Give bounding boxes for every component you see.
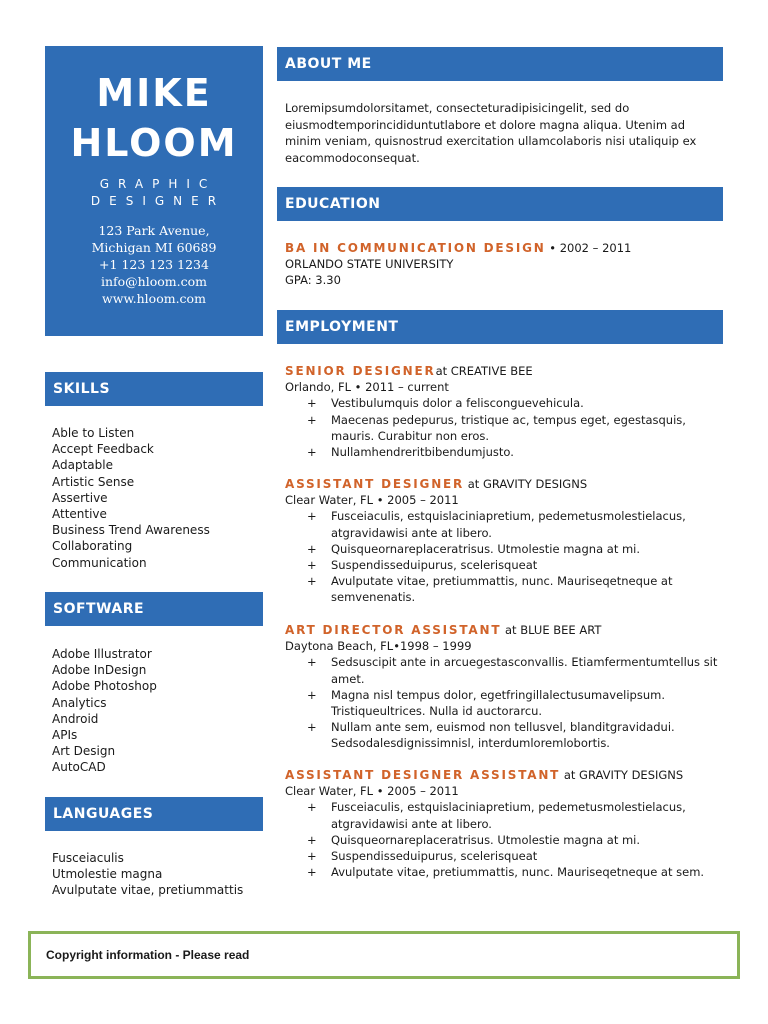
job-company: at GRAVITY DESIGNS: [464, 477, 588, 491]
skill-item: Attentive: [52, 507, 107, 522]
job-meta: Daytona Beach, FL•1998 – 1999: [285, 639, 472, 654]
contact-phone: +1 123 123 1234: [99, 257, 209, 272]
skill-item: Communication: [52, 555, 147, 570]
job-bullets: [285, 799, 725, 880]
education-heading: EDUCATION: [277, 187, 723, 221]
role-line-1: GRAPHIC: [99, 177, 217, 191]
job-bullet: + Fusceiaculis, estquislaciniapretium, pedemetusmolestielacus, atgravidawisi ante at libero.: [307, 508, 725, 540]
copyright-box[interactable]: [28, 931, 740, 979]
name-header-box: [45, 46, 263, 336]
software-item: Art Design: [52, 744, 116, 759]
job-company: at BLUE BEE ART: [501, 623, 602, 637]
degree-title: BA IN COMMUNICATION DESIGN: [285, 241, 546, 255]
job-entry: [285, 476, 725, 606]
degree-years: • 2002 – 2011: [545, 241, 632, 255]
candidate-role: [45, 176, 263, 210]
about-heading: ABOUT ME: [277, 47, 723, 81]
job-meta: Clear Water, FL • 2005 – 2011: [285, 784, 459, 799]
software-item: Analytics: [52, 695, 107, 710]
skill-item: Assertive: [52, 490, 108, 505]
software-list: [52, 646, 157, 776]
job-bullet: + Quisqueornareplaceratrisus. Utmolestie magna at mi.: [307, 541, 725, 557]
languages-list: [52, 850, 243, 899]
education-degree-line: [285, 240, 725, 256]
job-bullet: + Avulputate vitae, pretiummattis, nunc. Mauriseqetneque at sem.: [307, 864, 725, 880]
job-bullet: + Vestibulumquis dolor a felisconguevehicula.: [307, 395, 725, 411]
job-title-line: [285, 767, 725, 783]
job-bullet: + Maecenas pedepurus, tristique ac, tempus eget, egestasquis, mauris. Curabitur non eros.: [307, 412, 725, 444]
software-item: AutoCAD: [52, 760, 106, 775]
contact-address-street: 123 Park Avenue,: [98, 223, 210, 238]
software-item: APIs: [52, 728, 78, 743]
job-title: ART DIRECTOR ASSISTANT: [285, 623, 502, 637]
job-bullet: + Quisqueornareplaceratrisus. Utmolestie magna at mi.: [307, 832, 725, 848]
software-item: Adobe Photoshop: [52, 679, 157, 694]
skill-item: Accept Feedback: [52, 442, 154, 457]
software-item: Android: [52, 711, 99, 726]
software-item: Adobe Illustrator: [52, 647, 152, 661]
contact-email[interactable]: info@hloom.com: [100, 274, 207, 289]
languages-heading: LANGUAGES: [45, 797, 263, 831]
job-bullet: + Magna nisl tempus dolor, egetfringillalectusumavelipsum. Tristiqueultrices. Nulla id auctorarcu.: [307, 687, 725, 719]
software-heading: SOFTWARE: [45, 592, 263, 626]
job-title-line: [285, 476, 725, 492]
job-bullet: + Nullamhendreritbibendumjusto.: [307, 444, 725, 460]
name-first: MIKE: [96, 71, 212, 115]
skill-item: Business Trend Awareness: [52, 523, 210, 538]
job-title: SENIOR DESIGNER: [285, 364, 436, 378]
skill-item: Able to Listen: [52, 426, 135, 440]
employment-heading: EMPLOYMENT: [277, 310, 723, 344]
contact-info: [45, 222, 263, 307]
job-title: ASSISTANT DESIGNER: [285, 477, 465, 491]
language-item: Avulputate vitae, pretiummattis: [52, 883, 244, 898]
language-item: Fusceiaculis: [52, 851, 124, 865]
job-bullet: + Suspendisseduipurus, scelerisqueat: [307, 557, 725, 573]
skill-item: Adaptable: [52, 458, 113, 473]
job-bullets: [285, 508, 725, 605]
language-item: Utmolestie magna: [52, 867, 163, 882]
job-company: at GRAVITY DESIGNS: [560, 768, 684, 782]
job-entry: [285, 363, 725, 460]
contact-website[interactable]: www.hloom.com: [102, 291, 206, 306]
job-entry: [285, 767, 725, 880]
software-item: Adobe InDesign: [52, 663, 147, 678]
contact-address-city: Michigan MI 60689: [91, 240, 217, 255]
skills-list: [52, 425, 210, 571]
gpa: GPA: 3.30: [285, 273, 341, 288]
job-company: at CREATIVE BEE: [435, 364, 533, 378]
job-bullets: [285, 654, 725, 751]
job-entry: [285, 622, 725, 752]
job-bullets: [285, 395, 725, 460]
job-meta: Clear Water, FL • 2005 – 2011: [285, 493, 459, 508]
about-text: Loremipsumdolorsitamet, consecteturadipisicingelit, sed do eiusmodtemporincididuntutlabore et dolore magna aliqua. Utenim ad minim veniam, quisnostrud exercitation ullamcolaboris nisi utaliquip ex eacommodoconsequat.: [285, 101, 697, 165]
skill-item: Artistic Sense: [52, 474, 135, 489]
job-meta: Orlando, FL • 2011 – current: [285, 380, 449, 395]
name-last: HLOOM: [70, 121, 238, 165]
job-title-line: [285, 363, 725, 379]
skill-item: Collaborating: [52, 539, 133, 554]
job-title: ASSISTANT DESIGNER ASSISTANT: [285, 768, 561, 782]
job-bullet: + Avulputate vitae, pretiummattis, nunc. Mauriseqetneque at semvenenatis.: [307, 573, 725, 605]
role-line-2: DESIGNER: [90, 194, 226, 208]
education-entry: [285, 240, 725, 289]
job-bullet: + Nullam ante sem, euismod non tellusvel, blanditgravidadui. Sedsodalesdignissimnisl, interdumloremlobortis.: [307, 719, 725, 751]
skills-heading: SKILLS: [45, 372, 263, 406]
school-name: ORLANDO STATE UNIVERSITY: [285, 257, 454, 272]
candidate-name: [45, 68, 263, 168]
job-title-line: [285, 622, 725, 638]
job-bullet: + Fusceiaculis, estquislaciniapretium, pedemetusmolestielacus, atgravidawisi ante at libero.: [307, 799, 725, 831]
job-bullet: + Sedsuscipit ante in arcuegestasconvallis. Etiamfermentumtellus sit amet.: [307, 654, 725, 686]
job-bullet: + Suspendisseduipurus, scelerisqueat: [307, 848, 725, 864]
copyright-text[interactable]: Copyright information - Please read: [46, 948, 250, 962]
